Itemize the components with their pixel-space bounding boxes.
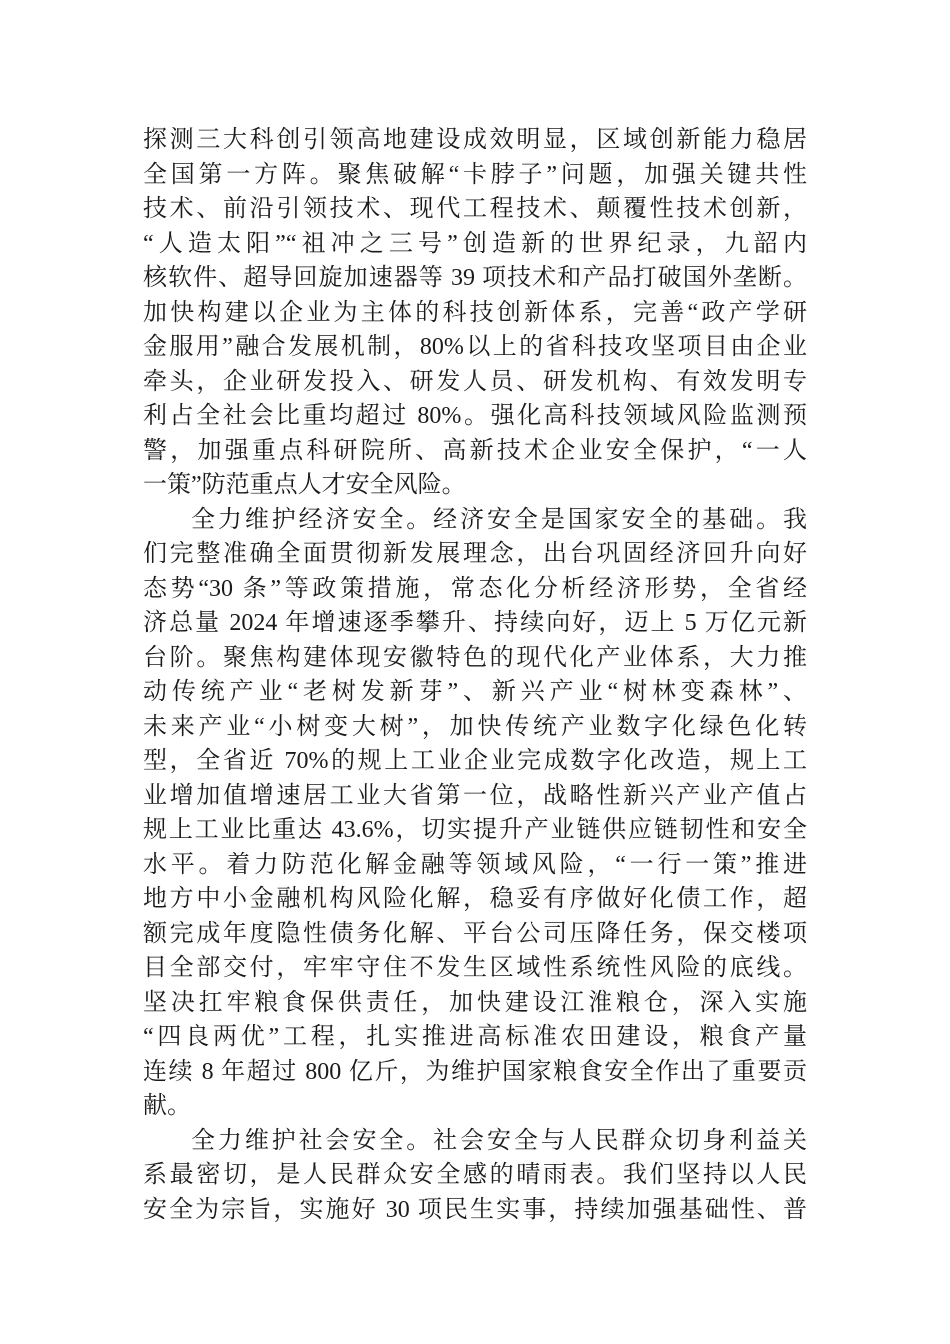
text-line: “人造太阳”“祖冲之三号”创造新的世界纪录，九韶内 [143, 230, 807, 257]
paragraph [143, 1124, 807, 1228]
text-line: 动传统产业“老树发新芽”、新兴产业“树林变森林”、 [143, 679, 807, 705]
text-line: 规上工业比重达 43.6%，切实提升产业链供应链韧性和安全 [143, 817, 807, 843]
text-line: 目全部交付，牢牢守住不发生区域性系统性风险的底线。 [143, 955, 807, 981]
text-line: 水平。着力防范化解金融等领域风险，“一行一策”推进 [143, 851, 807, 878]
paragraph [143, 123, 807, 503]
text-line: 利占全社会比重均超过 80%。强化高科技领域风险监测预 [143, 403, 807, 429]
text-line: 连续 8 年超过 800 亿斤，为维护国家粮食安全作出了重要贡 [143, 1058, 807, 1085]
text-line: 全力维护社会安全。社会安全与人民群众切身利益关 [191, 1127, 807, 1154]
text-line: 态势“30 条”等政策措施，常态化分析经济形势，全省经 [143, 575, 807, 602]
text-line: 核软件、超导回旋加速器等 39 项技术和产品打破国外垄断。 [143, 265, 807, 291]
text-line: 济总量 2024 年增速逐季攀升、持续向好，迈上 5 万亿元新 [143, 610, 807, 636]
text-line: 业增加值增速居工业大省第一位，战略性新兴产业产值占 [143, 782, 807, 809]
text-line: “四良两优”工程，扎实推进高标准农田建设，粮食产量 [143, 1024, 807, 1050]
text-line: 额完成年度隐性债务化解、平台公司压降任务，保交楼项 [143, 920, 807, 947]
text-line: 系最密切，是人民群众安全感的晴雨表。我们坚持以人民 [143, 1162, 807, 1188]
paragraph [143, 503, 807, 1124]
text-line: 技术、前沿引领技术、现代工程技术、颠覆性技术创新， [143, 196, 807, 222]
text-line: 牵头，企业研发投入、研发人员、研发机构、有效发明专 [143, 368, 807, 395]
text-line: 台阶。聚焦构建体现安徽特色的现代化产业体系，大力推 [143, 644, 807, 671]
text-line: 未来产业“小树变大树”，加快传统产业数字化绿色化转 [143, 713, 807, 740]
text-line: 地方中小金融机构风险化解，稳妥有序做好化债工作，超 [143, 886, 807, 912]
text-line: 们完整准确全面贯彻新发展理念，出台巩固经济回升向好 [143, 541, 807, 567]
text-line: 警，加强重点科研院所、高新技术企业安全保护，“一人 [143, 437, 807, 464]
text-line: 一策”防范重点人才安全风险。 [143, 472, 466, 498]
text-line: 探测三大科创引领高地建设成效明显，区域创新能力稳居 [143, 127, 807, 153]
text-line: 加快构建以企业为主体的科技创新体系，完善“政产学研 [143, 299, 807, 326]
text-line: 献。 [143, 1093, 191, 1119]
text-line: 全力维护经济安全。经济安全是国家安全的基础。我 [191, 506, 807, 533]
text-line: 金服用”融合发展机制，80%以上的省科技攻坚项目由企业 [143, 334, 807, 360]
text-line: 全国第一方阵。聚焦破解“卡脖子”问题，加强关键共性 [143, 161, 807, 188]
text-line: 安全为宗旨，实施好 30 项民生实事，持续加强基础性、普 [143, 1196, 807, 1223]
text-line: 型，全省近 70%的规上工业企业完成数字化改造，规上工 [143, 748, 807, 774]
document-text [143, 123, 807, 1227]
text-line: 坚决扛牢粮食保供责任，加快建设江淮粮仓，深入实施 [143, 989, 807, 1016]
